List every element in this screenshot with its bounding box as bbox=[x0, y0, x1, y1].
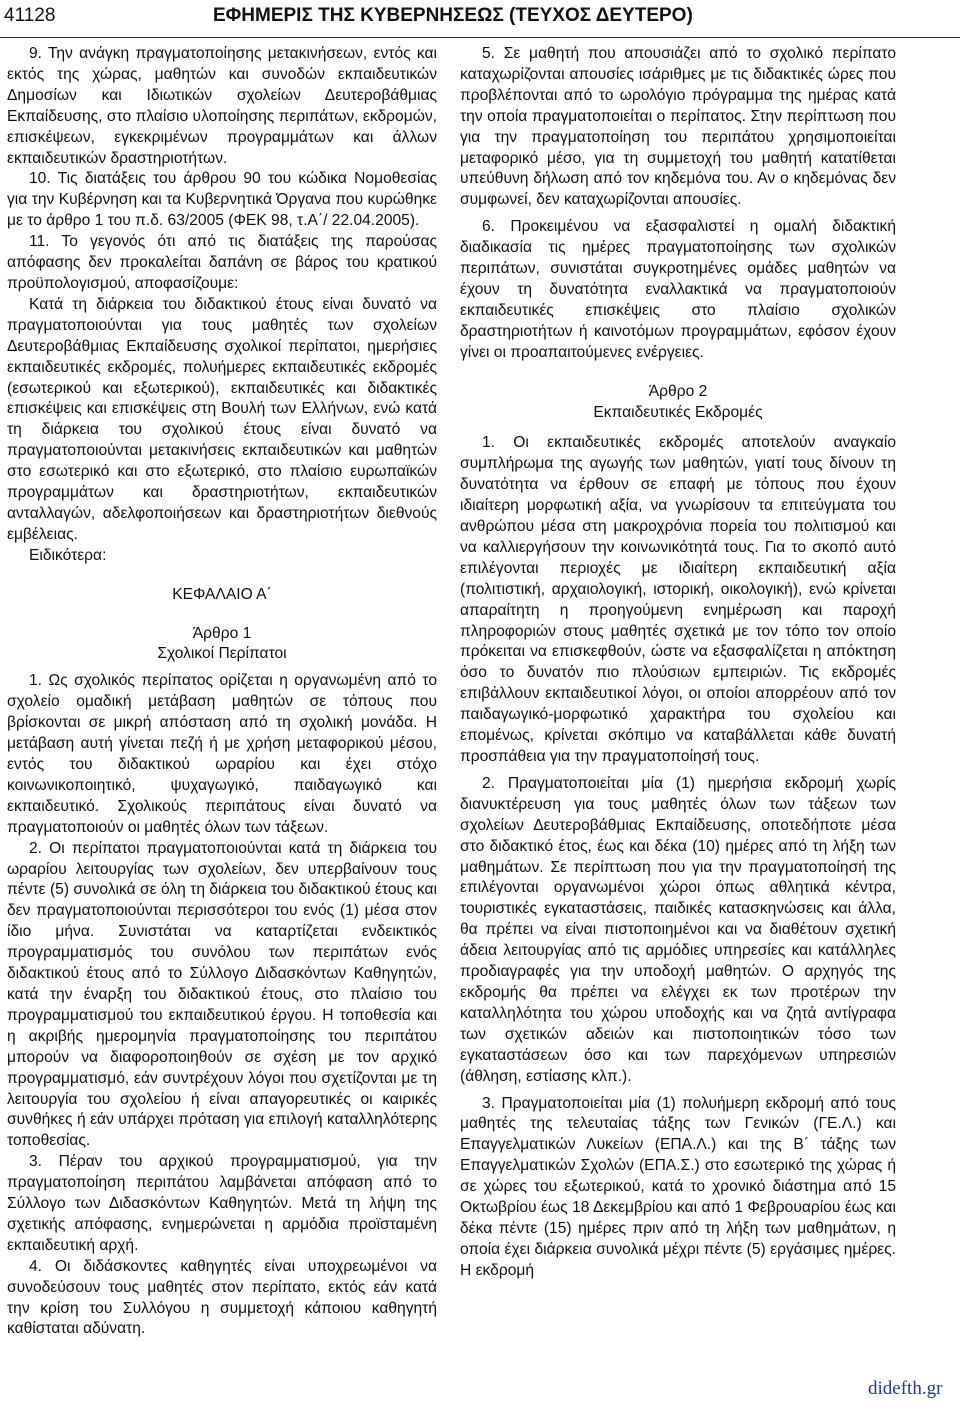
article-2-heading: Άρθρο 2 bbox=[648, 382, 708, 400]
paragraph-10: 10. Τις διατάξεις του άρθρου 90 του κώδικα Νομοθεσίας για την Κυβέρνηση και τα Κυβερνητικά Όργανα που κυρώθηκε με το άρθρο 1 του π.δ. 63/2005 (ΦΕΚ 98, τ.Α΄/ 22.04.2005). bbox=[7, 170, 437, 230]
paragraph-9: 9. Την ανάγκη πραγματοποίησης μετακινήσεων, εντός και εκτός της χώρας, μαθητών και συνοδών εκπαιδευτικών Δημοσίων και Ιδιωτικών σχολείων Δευτεροβάθμιας Εκπαίδευσης, στο πλαίσιο υλοποίησης περιπάτων, εκδρομών, επισκέψεων, εγκεκριμένων προγραμμάτων και άλλων εκπαιδευτικών δραστηριοτήτων. bbox=[7, 45, 437, 167]
article-1-paragraph-6: 6. Προκειμένου να εξασφαλιστεί η ομαλή διδακτική διαδικασία τις ημέρες πραγματοποίησης των σχολικών περιπάτων, συνιστάται συγκροτημένες ομάδες μαθητών να έχουν τη δυνατότητα εναλλακτικά να πραγματοποιούν εκπαιδευτικές επισκέψεις στο πλαίσιο σχολικών δραστηριοτήτων ή καινοτόμων προγραμμάτων, εφόσον έχουν γίνει οι προαπαιτούμενες ενέργειες. bbox=[460, 218, 896, 361]
article-2-paragraph-3: 3. Πραγματοποιείται μία (1) πολυήμερη εκδρομή από τους μαθητές της τελευταίας τάξης των Γενικών (ΓΕ.Λ.) και Επαγγελματικών Λυκείων (ΕΠΑ.Λ.) και της Β΄ τάξης των Επαγγελματικών Σχολών (ΕΠΑ.Σ.) στο εσωτερικό της χώρας ή σε χώρες του εξωτερικού, κατά το χρονικό διάστημα από 15 Οκτωβρίου έως 18 Δεκεμβρίου και από 1 Φεβρουαρίου έως και δέκα πέντε (15) ημέρες πριν από τη λήξη των μαθημάτων, η οποία έχει διάρκεια συνολικά μέχρι πέντε (5) εργάσιμες ημέρες. Η εκδρομή bbox=[460, 1094, 896, 1279]
header-divider bbox=[0, 37, 960, 38]
article-2-title: Εκπαιδευτικές Εκδρομές bbox=[593, 403, 763, 421]
article-1-paragraph-5: 5. Σε μαθητή που απουσιάζει από το σχολικό περίπατο καταχωρίζονται απουσίες ισάριθμες με τις διδακτικές ώρες που προβλέπονται από το ωρολόγιο πρόγραμμα της ημέρας κατά την οποία πραγματοποιείται ο περίπατος. Στην περίπτωση που για την πραγματοποίηση του περιπάτου χρησιμοποιείται μεταφορικό μέσο, για τη συμμετοχή του μαθητή κατατίθεται υπεύθυνη δήλωση από τον κηδεμόνα του. Αν ο κηδεμόνας δεν συμφωνεί, δεν καταχωρίζονται απουσίες. bbox=[460, 45, 896, 209]
site-watermark-link[interactable]: didefth.gr bbox=[868, 1378, 943, 1399]
page-header bbox=[0, 4, 960, 30]
gazette-title: ΕΦΗΜΕΡΙΣ ΤΗΣ ΚΥΒΕΡΝΗΣΕΩΣ (ΤΕΥΧΟΣ ΔΕΥΤΕΡΟ) bbox=[213, 5, 693, 26]
specifically-label: Ειδικότερα: bbox=[29, 546, 107, 564]
intro-paragraph: Κατά τη διάρκεια του διδακτικού έτους είναι δυνατό να πραγματοποιούνται για τους μαθητές των σχολείων Δευτεροβάθμιας Εκπαίδευσης σχολικοί περίπατοι, ημερήσιες εκπαιδευτικές εκδρομές, πολυήμερες εκπαιδευτικές εκδρομές (εσωτερικού και εξωτερικού), εκπαιδευτικές και διδακτικές επισκέψεις και επισκέψεις στη Βουλή των Ελλήνων, ενώ κατά τη διάρκεια του σχολικού έτους είναι δυνατό να πραγματοποιούνται μετακινήσεις εκπαιδευτικών και μαθητών στο εσωτερικό και στο εξωτερικό, στο πλαίσιο ευρωπαϊκών προγραμμάτων και δραστηριοτήτων, εκπαιδευτικών ανταλλαγών, αδελφοποιήσεων και δραστηριοτήτων διεθνούς εμβέλειας. bbox=[7, 295, 437, 543]
article-1-paragraph-3: 3. Πέραν του αρχικού προγραμματισμού, για την πραγματοποίηση περιπάτου λαμβάνεται απόφαση από το Σύλλογο των Διδασκόντων Καθηγητών. Μετά τη λήψη της σχετικής απόφασης, ενημερώνεται η αρμόδια προϊσταμένη εκπαιδευτική αρχή. bbox=[7, 1153, 437, 1254]
article-1-title: Σχολικοί Περίπατοι bbox=[157, 645, 287, 663]
article-2-paragraph-2: 2. Πραγματοποιείται μία (1) ημερήσια εκδρομή χωρίς διανυκτέρευση για τους μαθητές όλων των τάξεων των σχολείων Δευτεροβάθμιας Εκπαίδευσης, οποτεδήποτε μέσα στο διδακτικό έτος, έως και δέκα (10) ημέρες από τη λήξη των μαθημάτων. Σε περίπτωση που για την πραγματοποίησή της επιλέγονται οργανωμένοι χώροι όπως αθλητικά κέντρα, τουριστικές εγκαταστάσεις, παιδικές κατασκηνώσεις και άλλα, θα πρέπει να είναι πιστοποιημένοι και να διαθέτουν σχετική άδεια λειτουργίας από τις αρμόδιες υπηρεσίες και κατάλληλες προδιαγραφές για την υποδοχή μαθητών. Ο αρχηγός της εκδρομής θα πρέπει να ελέγχει εκ των προτέρων την καταλληλότητα του χώρου υποδοχής και να ζητά αντίγραφα των σχετικών αδειών και πιστοποιητικών τόσο των εγκαταστάσεων όσο και των παρεχόμενων υπηρεσιών (άθληση, εστίασης κλπ.). bbox=[460, 774, 896, 1085]
article-1-paragraph-2: 2. Οι περίπατοι πραγματοποιούνται κατά τη διάρκεια του ωραρίου λειτουργίας των σχολείων, δεν υπερβαίνουν τους πέντε (5) συνολικά σε όλη τη διάρκεια του διδακτικού έτους και δεν πραγματοποιούνται περισσότεροι του ενός (1) μέσα στον ίδιο μήνα. Συνιστάται να καταρτίζεται ενδεικτικός προγραμματισμός του συνόλου των περιπάτων ενός διδακτικού έτους από το Σύλλογο Διδασκόντων Καθηγητών, κατά την έναρξη του διδακτικού έτους, στο πλαίσιο του προγραμματισμού του εκπαιδευτικού έργου. Η τοποθεσία και η ακριβής ημερομηνία πραγματοποίησης του περιπάτου μπορούν να διαφοροποιηθούν σε σχέση με τον αρχικό προγραμματισμό, εάν συντρέχουν λόγοι που σχετίζονται με τη λειτουργία του σχολείου ή είναι απαγορευτικές οι καιρικές συνθήκες ή εάν υπάρχει πρόταση για επιλογή καταλληλότερης τοποθεσίας. bbox=[7, 839, 437, 1150]
left-column bbox=[7, 44, 437, 1340]
article-2-paragraph-1: 1. Οι εκπαιδευτικές εκδρομές αποτελούν αναγκαίο συμπλήρωμα της αγωγής των μαθητών, γιατί τους δίνουν τη δυνατότητα να έρθουν σε επαφή με τόπους που έχουν ιδιαίτερη μορφωτική αξία, να γνωρίσουν τα επιτεύγματα του ανθρώπου μέσα στη μακροχρόνια πορεία του πολιτισμού και να καλλιεργήσουν την κοινωνικότητά τους. Για το σκοπό αυτό επιλέγονται περιοχές με ιδιαίτερη εκπαιδευτική αξία (πολιτιστική, αρχαιολογική, ιστορική, οικολογική), ενώ κρίνεται απαραίτητη η προηγούμενη ενημέρωση και παροχή πληροφοριών στους μαθητές σχετικά με τον τόπο τον οποίο πρόκειται να επισκεφθούν, ώστε να εξασφαλίζεται η απόκτηση όσο το δυνατόν πιο πλούσιων εμπειριών. Τις εκδρομές επιβάλλουν εκπαιδευτικοί λόγοι, οι οποίοι απορρέουν από τον παιδαγωγικό-μορφωτικό χαρακτήρα του σχολείου και επομένως, κρίνεται σκόπιμο να καταβάλλεται κάθε δυνατή προσπάθεια για την πραγματοποίησή τους. bbox=[460, 434, 896, 765]
right-column bbox=[460, 44, 896, 1282]
article-1-paragraph-1: 1. Ως σχολικός περίπατος ορίζεται η οργανωμένη από το σχολείο ομαδική μετάβαση μαθητών σε τόπους που βρίσκονται σε μικρή απόσταση από τη σχολική μονάδα. Η μετάβαση αυτή γίνεται πεζή ή με χρήση μεταφορικού μέσου, εντός του διδακτικού ωραρίου και έχει στόχο κοινωνικοποιητικό, ψυχαγωγικό, παιδαγωγικό και εκπαιδευτικό. Σχολικούς περιπάτους είναι δυνατό να πραγματοποιούν οι μαθητές όλων των τάξεων. bbox=[7, 672, 437, 836]
article-1-paragraph-4: 4. Οι διδάσκοντες καθηγητές είναι υποχρεωμένοι να συνοδεύσουν τους μαθητές στον περίπατο, εκτός εάν κατά την κρίση του Συλλόγου η συμμετοχή κάποιου καθηγητή καθίσταται αδύνατη. bbox=[7, 1257, 437, 1338]
page-number: 41128 bbox=[4, 5, 56, 26]
chapter-heading: ΚΕΦΑΛΑΙΟ Α΄ bbox=[172, 585, 272, 603]
article-1-heading: Άρθρο 1 bbox=[192, 624, 252, 642]
paragraph-11: 11. Το γεγονός ότι από τις διατάξεις της παρούσας απόφασης δεν προκαλείται δαπάνη σε βάρος του κρατικού προϋπολογισμού, αποφασίζουμε: bbox=[7, 233, 437, 292]
